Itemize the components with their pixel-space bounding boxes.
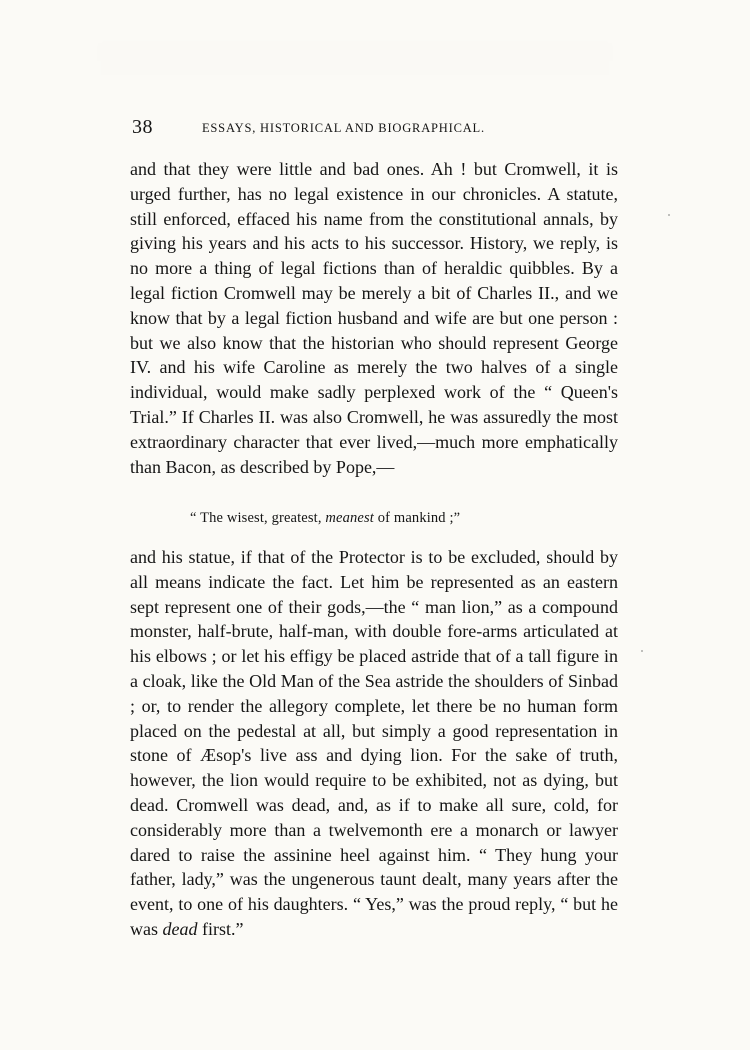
page-header bbox=[132, 116, 607, 144]
block-quote bbox=[190, 510, 610, 527]
ending-italic-word: dead bbox=[162, 918, 198, 939]
page-number: 38 bbox=[132, 116, 153, 138]
body-paragraph-2-text: and his statue, if that of the Protector is to be excluded, should by all means indicate the fact. Let him be represented as an eastern sept represent one of their gods,—the “ man lion,” as a compound monster, half-brute, half-man, with double fore-arms articulated at his elbows ; or let his effigy be placed astride that of a tall figure in a cloak, like the Old Man of the Sea astride the shoulders of Sinbad ; or, to render the allegory complete, let there be no human form placed on the pedestal at all, but simply a good representation in stone of Æsop's live ass and dying lion. For the sake of truth, however, the lion would require to be exhibited, not as dying, but dead. Cromwell was dead, and, as if to make all sure, cold, for considerably more than a twelvemonth ere a monarch or lawyer dared to raise the assinine heel against him. “ They hung your father, lady,” was the ungenerous taunt dealt, many years after the event, to one of his daughters. “ Yes,” was the proud reply, “ but he was bbox=[130, 547, 618, 939]
ending-tail: first.” bbox=[197, 918, 244, 939]
scan-speck bbox=[668, 214, 670, 216]
body-paragraph-2 bbox=[130, 545, 618, 942]
running-head: ESSAYS, HISTORICAL AND BIOGRAPHICAL. bbox=[202, 121, 485, 135]
quote-italic: meanest bbox=[325, 510, 374, 526]
body-paragraph-1: and that they were little and bad ones. Ah ! but Cromwell, it is urged further, has no legal existence in our chronicles. A statute, still enforced, effaced his name from the constitutional annals, by giving his years and his acts to his successor. History, we reply, is no more a thing of legal fictions than of heraldic quibbles. By a legal fiction Cromwell may be merely a bit of Charles II., and we know that by a legal fiction husband and wife are but one person : but we also know that the historian who should represent George IV. and his wife Caroline as merely the two halves of a single individual, would make sadly perplexed work of the “ Queen's Trial.” If Charles II. was also Cromwell, he was assuredly the most extraordinary character that ever lived,—much more emphatically than Bacon, as described by Pope,— bbox=[130, 159, 618, 477]
quote-after: of mankind ;” bbox=[373, 510, 461, 526]
page-bleed-mark bbox=[95, 40, 615, 110]
scan-speck bbox=[641, 650, 643, 652]
quote-before: “ The wisest, greatest, bbox=[190, 510, 326, 526]
